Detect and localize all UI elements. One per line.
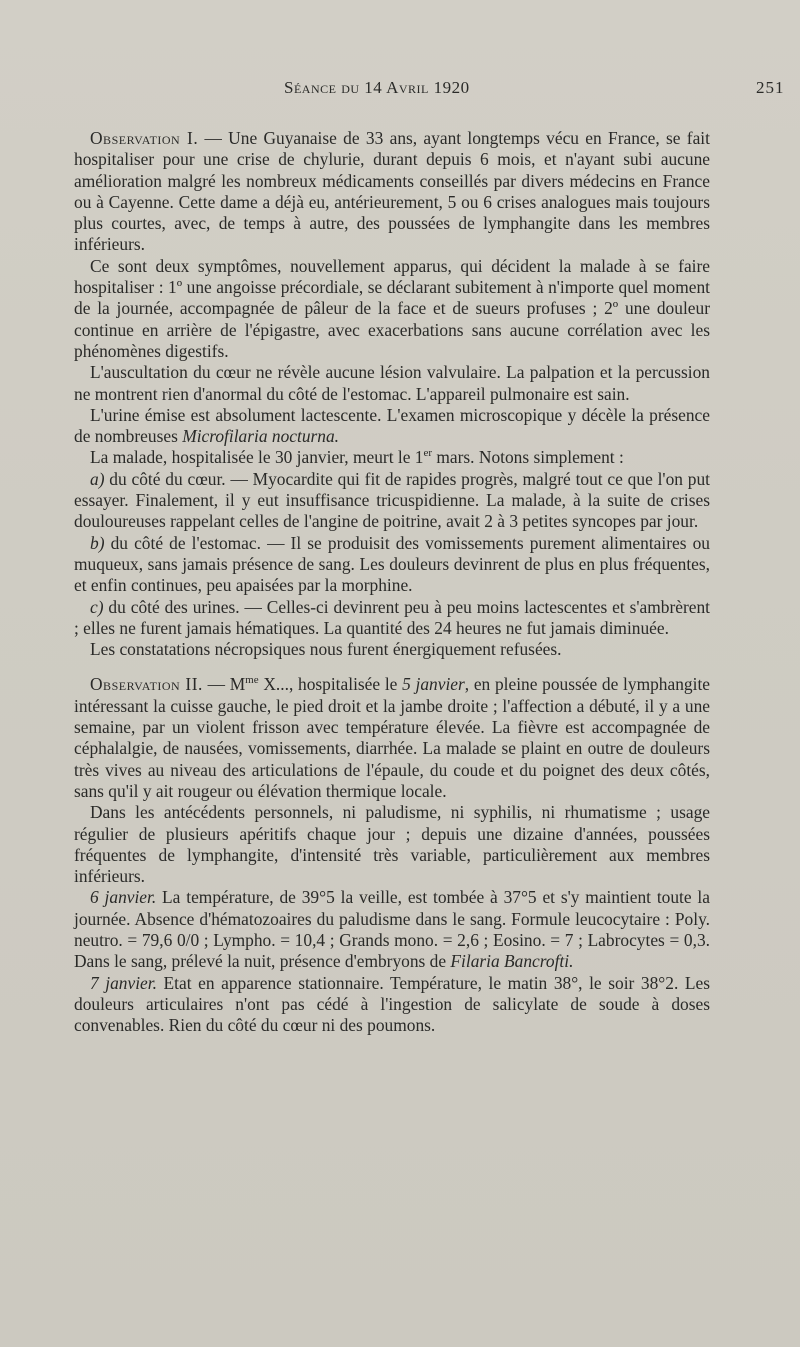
obs2-paragraph-2: Dans les antécédents personnels, ni paludisme, ni syphilis, ni rhumatisme ; usage régulier de plusieurs apéritifs chaque jour ; depuis une dizaine d'années, poussées fréquentes de lymphangite, d'intensité très variable, particulièrement aux membres inférieurs.: [74, 802, 710, 887]
obs2-paragraph-3: [74, 887, 710, 972]
page-body: [74, 128, 710, 1036]
obs1-p4-species: Microfilaria nocturna.: [182, 426, 340, 447]
obs1-paragraph-4: [74, 405, 710, 448]
obs2-p3-species: Filaria Bancrofti.: [450, 951, 574, 972]
obs2-p1-text-a: — M: [207, 674, 246, 695]
page-number: 251: [756, 78, 785, 97]
obs2-p4-text: Etat en apparence stationnaire. Température, le matin 38°, le soir 38°2. Les douleurs articulaires n'ont pas cédé à l'ingestion de salicylate de soude à doses convenables. Rien du côté du cœur ni des poumons.: [74, 972, 710, 1036]
obs1-item-c: [74, 597, 710, 640]
obs1-item-b-text: du côté de l'estomac. — Il se produisit des vomissements purement alimentaires ou muqueux, sans jamais présence de sang. Les douleurs devinrent de plus en plus fréquentes, et enfin continues, peu apaisées par la morphine.: [74, 532, 710, 596]
obs2-paragraph-1: [74, 674, 710, 802]
obs1-p5-sup: er: [423, 447, 433, 460]
obs2-p1-text-c: , en pleine poussée de lymphangite intéressant la cuisse gauche, le pied droit et la jambe droite ; l'affection a débuté, il y a une semaine, par un violent frisson avec température élevée. La fièvre est accompagnée de céphalalgie, de nausées, vomissements, diarrhée. La malade se plaint en outre de douleurs très vives au niveau des articulations de l'épaule, du coude et du poignet des deux côtés, sans qu'il y ait rougeur ou élévation thermique locale.: [74, 674, 710, 801]
running-header: [0, 78, 800, 104]
obs1-item-a-label: a): [90, 468, 105, 489]
obs2-p3-text: La température, de 39°5 la veille, est tombée à 37°5 et s'y maintient toute la journée. Absence d'hématozoaires du paludisme dans le sang. Formule leucocytaire : Poly. neutro. = 79,6 0/0 ; Lympho. = 10,4 ; Grands mono. = 2,6 ; Eosino. = 7 ; Labrocytes = 0,3. Dans le sang, prélevé la nuit, présence d'embryons de: [74, 887, 710, 972]
obs1-paragraph-6: Les constatations nécropsiques nous furent énergiquement refusées.: [90, 639, 562, 660]
obs1-paragraph-2: Ce sont deux symptômes, nouvellement apparus, qui décident la malade à se faire hospitaliser : 1º une angoisse précordiale, se déclarant subitement à n'importe quel moment de la journée, accompagnée de pâleur de la face et de sueurs profuses ; 2º une douleur continue en arrière de l'épigastre, avec exacerbations sans aucune corrélation avec les phénomènes digestifs.: [74, 255, 710, 361]
obs1-paragraph-1: [74, 128, 710, 256]
obs1-paragraph-5: [74, 447, 710, 468]
obs2-p1-sup: me: [245, 674, 259, 687]
obs1-item-a: [74, 469, 710, 533]
obs2-p1-text-b: X..., hospitalisée le: [258, 674, 403, 695]
obs2-paragraph-4: [74, 973, 710, 1037]
obs1-label: Observation I.: [90, 128, 199, 148]
obs1-item-c-label: c): [90, 596, 104, 617]
obs2-label: Observation II.: [90, 674, 203, 695]
obs1-paragraph-3: L'auscultation du cœur ne révèle aucune lésion valvulaire. La palpation et la percussion ne montrent rien d'anormal du côté de l'estomac. L'appareil pulmonaire est sain.: [74, 362, 710, 404]
obs1-p5-text-a: La malade, hospitalisée le 30 janvier, meurt le 1: [90, 447, 424, 468]
obs1-p1-text: — Une Guyanaise de 33 ans, ayant longtemps vécu en France, se fait hospitaliser pour une crise de chylurie, durant depuis 6 mois, et n'ayant subi aucune amélioration malgré les nombreux médicaments conseillés par divers médecins en France ou à Cayenne. Cette dame a déjà eu, antérieurement, 5 ou 6 crises analogues mais toujours plus courtes, avec, de temps à autre, des poussées de lymphangite dans les membres inférieurs.: [74, 128, 710, 255]
obs1-item-a-text: du côté du cœur. — Myocardite qui fit de rapides progrès, malgré tout ce que l'on put essayer. Finalement, il y eut insuffisance tricuspidienne. La malade, à la suite de crises douloureuses rappelant celles de l'angine de poitrine, avait 2 à 3 petites syncopes par jour.: [74, 468, 710, 532]
obs1-p5-text-b: mars. Notons simplement :: [432, 447, 624, 468]
obs1-p4-text: L'urine émise est absolument lactescente. L'examen microscopique y décèle la présence de nombreuses: [74, 404, 710, 447]
obs1-item-b: [74, 533, 710, 597]
obs1-item-b-label: b): [90, 532, 105, 553]
obs2-p3-date: 6 janvier.: [90, 887, 157, 908]
obs2-p4-date: 7 janvier.: [90, 972, 157, 993]
obs2-p1-date: 5 janvier: [402, 674, 465, 695]
header-title: Séance du 14 Avril 1920: [284, 78, 470, 97]
obs1-item-c-text: du côté des urines. — Celles-ci devinrent peu à peu moins lactescentes et s'ambrèrent ; elles ne furent jamais hématiques. La quantité des 24 heures ne fut jamais diminuée.: [74, 596, 710, 638]
